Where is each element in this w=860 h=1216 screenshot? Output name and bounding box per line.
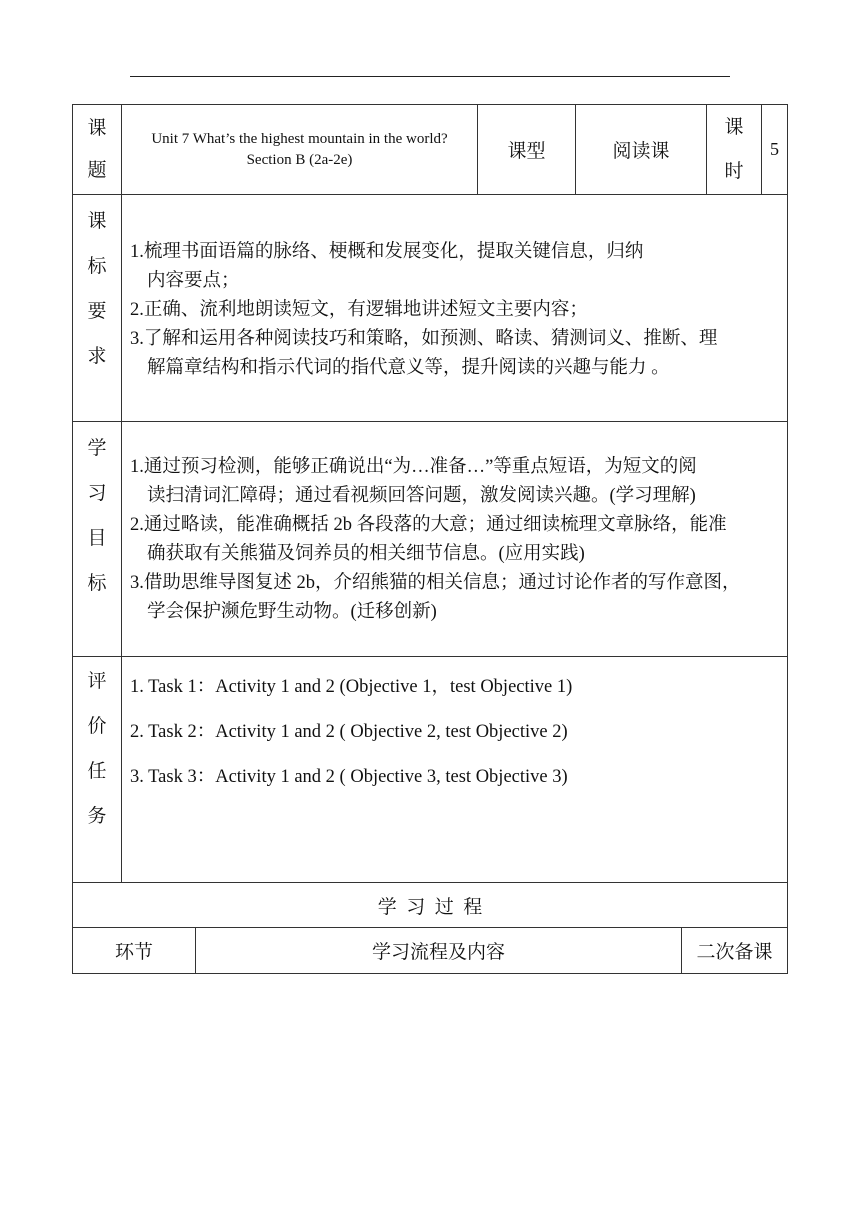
- standard-item: 1.梳理书面语篇的脉络、梗概和发展变化，提取关键信息，归纳 内容要点；: [130, 242, 644, 291]
- period-value: 5: [761, 105, 787, 194]
- content-column-header: 学习流程及内容: [195, 928, 681, 973]
- standards-row: [72, 195, 788, 422]
- topic-label: 课 题: [87, 117, 107, 181]
- stage-column-header: 环节: [114, 942, 153, 963]
- standard-item: 2.正确、流利地朗读短文，有逻辑地讲述短文主要内容；: [130, 300, 588, 320]
- type-label: 课型: [477, 105, 575, 194]
- topic-row: [72, 104, 788, 195]
- objectives-list: [130, 453, 783, 627]
- notes-column-header: 二次备课: [681, 928, 787, 973]
- task-item: 2. Task 2：Activity 1 and 2 ( Objective 2, test Objective 2): [130, 722, 568, 742]
- task-item: 1. Task 1：Activity 1 and 2 (Objective 1，test Objective 1): [130, 677, 573, 697]
- objectives-content: [121, 422, 787, 656]
- tasks-list: [130, 665, 783, 800]
- lesson-plan-table: [72, 104, 788, 974]
- standard-item: 3.了解和运用各种阅读技巧和策略，如预测、略读、猜测词义、推断、理 解篇章结构和指示代词的指代意义等，提升阅读的兴趣与能力 。: [130, 329, 718, 378]
- objective-item: 3.借助思维导图复述 2b，介绍熊猫的相关信息；通过讨论作者的写作意图， 学会保护濒危野生动物。(迁移创新): [130, 573, 741, 622]
- objectives-row: [72, 422, 788, 657]
- tasks-label: 评 价 任 务: [87, 671, 107, 827]
- process-title: 学 习 过 程: [72, 883, 788, 928]
- tasks-content: [121, 657, 787, 882]
- process-header-row: [72, 928, 788, 974]
- standards-label: 课 标 要 求: [87, 211, 107, 367]
- objective-item: 2.通过略读，能准确概括 2b 各段落的大意；通过细读梳理文章脉络，能准 确获取有关熊猫及饲养员的相关细节信息。(应用实践): [130, 515, 727, 564]
- task-item: 3. Task 3：Activity 1 and 2 ( Objective 3, test Objective 3): [130, 767, 568, 787]
- standards-list: [130, 238, 783, 383]
- period-label: 课 时: [706, 105, 761, 194]
- type-value: 阅读课: [575, 105, 706, 194]
- tasks-row: [72, 657, 788, 883]
- objective-item: 1.通过预习检测，能够正确说出“为…准备…”等重点短语，为短文的阅 读扫清词汇障碍；通过看视频回答问题，激发阅读兴趣。(学习理解): [130, 457, 697, 506]
- topic-text: Unit 7 What’s the highest mountain in the world? Section B (2a-2e): [121, 105, 477, 194]
- header-rule: [130, 76, 730, 77]
- standards-content: [121, 195, 787, 421]
- objectives-label: 学 习 目 标: [87, 438, 107, 594]
